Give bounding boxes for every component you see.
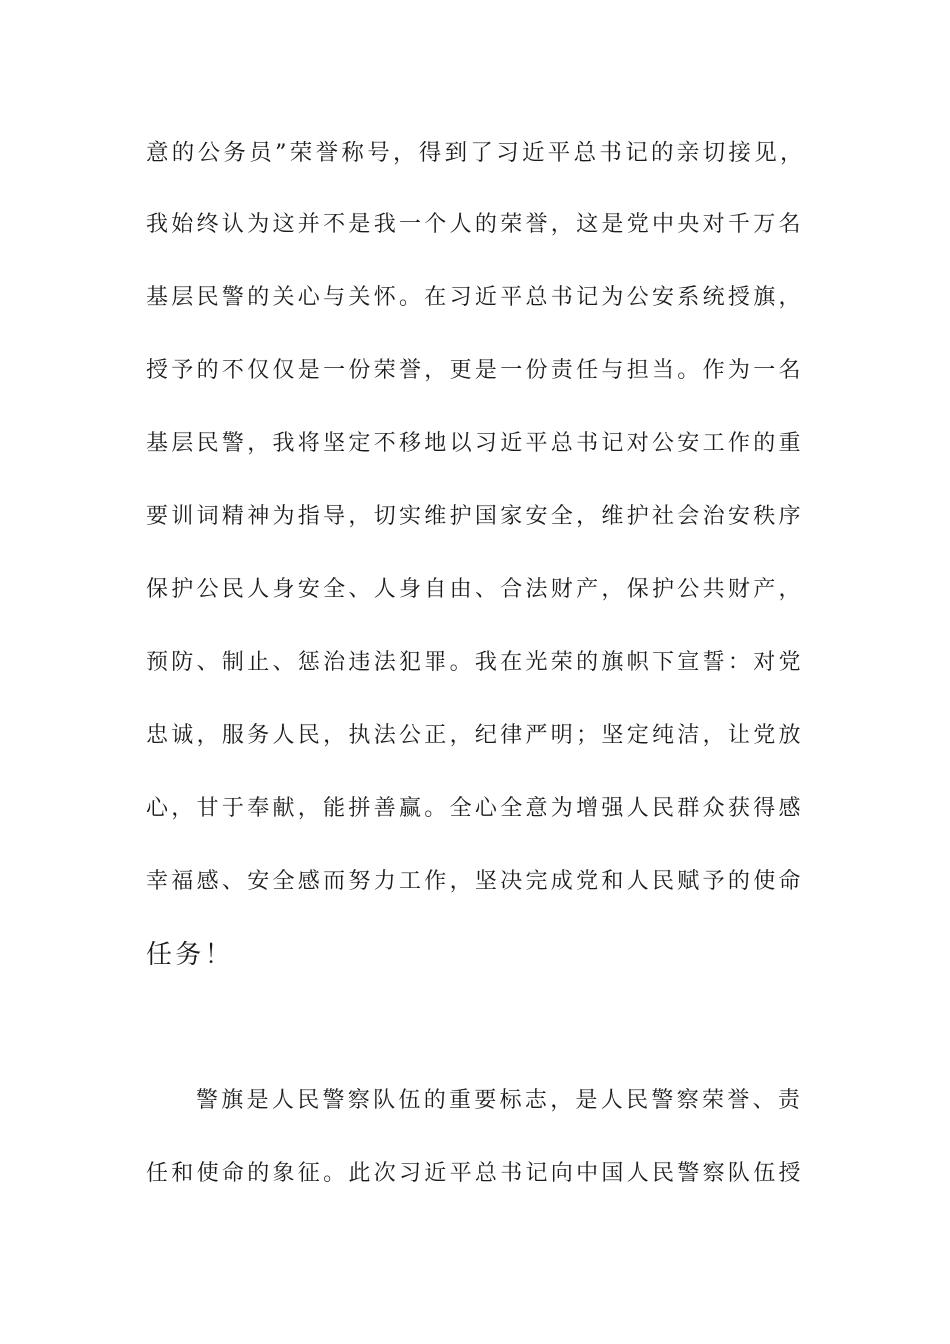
- text-line: 基层民警的关心与关怀。在习近平总书记为公安系统授旗，: [146, 285, 804, 310]
- text-line: 任和使命的象征。此次习近平总书记向中国人民警察队伍授: [146, 1161, 804, 1186]
- text-line: 幸福感、安全感而努力工作，坚决完成党和人民赋予的使命: [146, 869, 804, 894]
- text-line: 警旗是人民警察队伍的重要标志，是人民警察荣誉、责: [196, 1088, 804, 1113]
- text-line: 任务！: [146, 940, 234, 970]
- text-line: 预防、制止、惩治违法犯罪。我在光荣的旗帜下宣誓：对党: [146, 650, 804, 675]
- text-line: 基层民警，我将坚定不移地以习近平总书记对公安工作的重: [146, 431, 804, 456]
- text-line: 意的公务员”荣誉称号，得到了习近平总书记的亲切接见，: [146, 140, 806, 166]
- text-line: 忠诚，服务人民，执法公正，纪律严明；坚定纯洁，让党放: [146, 723, 804, 748]
- text-line: 保护公民人身安全、人身自由、合法财产，保护公共财产，: [146, 577, 804, 602]
- text-line: 授予的不仅仅是一份荣誉，更是一份责任与担当。作为一名: [146, 358, 804, 383]
- text-line: 我始终认为这并不是我一个人的荣誉，这是党中央对千万名: [146, 212, 804, 237]
- text-line: 要训词精神为指导，切实维护国家安全，维护社会治安秩序: [146, 504, 804, 529]
- text-line: 心，甘于奉献，能拼善赢。全心全意为增强人民群众获得感: [146, 796, 804, 821]
